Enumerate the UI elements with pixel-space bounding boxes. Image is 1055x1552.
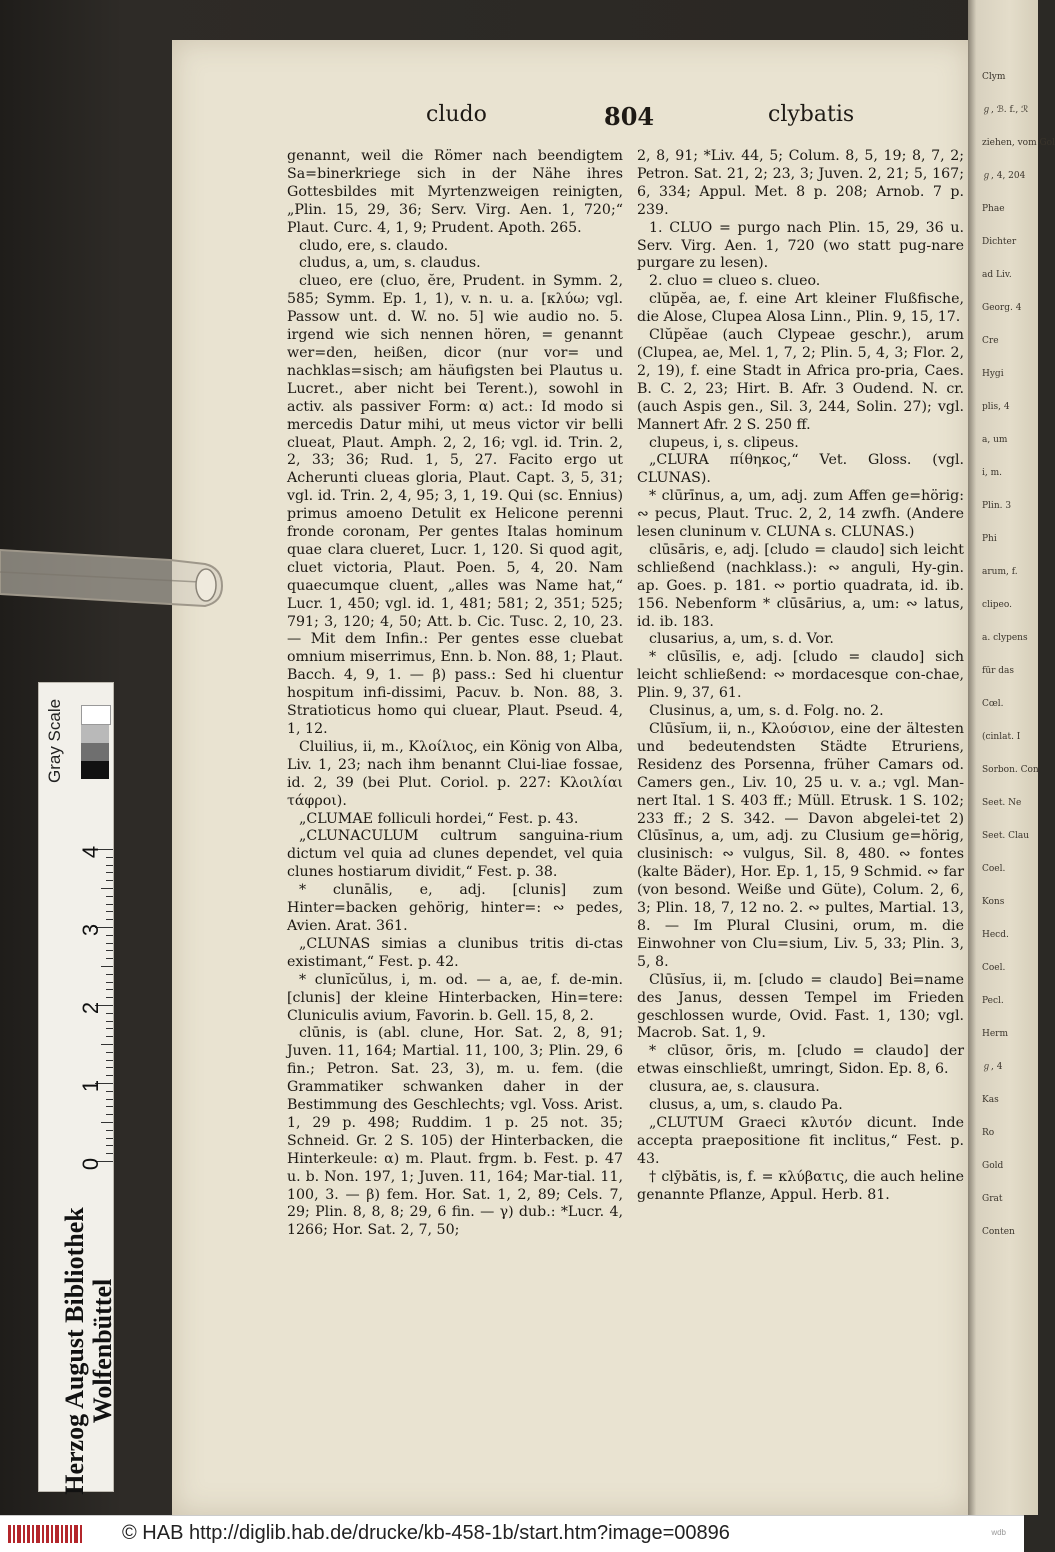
- ruler-tick: [101, 1122, 113, 1123]
- dictionary-entry: Clŭpĕae (auch Clypeae geschr.), arum (Clupea, ae, Mel. 1, 7, 2; Plin. 5, 4, 3; Flor. 2, 2, 19), f. eine Stadt in Africa pro-pria, Caes. B. C. 2, 23; Hirt. B. Afr. 3 Oudend. N. cr. (auch Aspis gen., Sil. 3, 244, Solin. 27); vgl. Mannert Afr. 2 S. 250 ff.: [637, 327, 964, 433]
- right-column: [637, 148, 964, 1204]
- ruler-tick: [101, 966, 113, 967]
- ruler-tick: [106, 989, 113, 990]
- dictionary-entry: clūnis, is (abl. clune, Hor. Sat. 2, 8, 91; Juven. 11, 164; Martial. 11, 100, 3; Plin. 29, 6 fin.; Petron. Sat. 23, 3), m. u. fem. (die Grammatiker schwanken daher in der Bestimmung des Geschlechts; vgl. Voss. Arist. 1, 29 p. 498; Ruddim. 1 p. 25 not. 35; Schneid. Gr. 2 S. 105) der Hinterbacken, die Hinterkeule: α) m. Plaut. frgm. b. Fest. p. 47 u. b. Non. 197, 1; Juven. 11, 164; Mar-tial. 11, 100, 3. — β) fem. Hor. Sat. 1, 2, 89; Cels. 7, 29; Plin. 8, 8, 8; 29, 6 fin. — γ) dub.: *Lucr. 4, 1266; Hor. Sat. 2, 7, 50;: [287, 1025, 623, 1239]
- dictionary-entry: * clunĭcŭlus, i, m. od. — a, ae, f. de-min. [clunis] der kleine Hinterbacken, Hin=tere: Cluniculis avium, Favorin. b. Gell. 15, 8, 2.: [287, 971, 623, 1024]
- adjacent-page-fragment: Kons: [982, 897, 1005, 907]
- dictionary-entry: Clusinus, a, um, s. d. Folg. no. 2.: [649, 703, 884, 720]
- adjacent-page-fragment: Coel.: [982, 963, 1006, 973]
- ruler-tick: [106, 904, 113, 905]
- dictionary-entry: * clūrīnus, a, um, adj. zum Affen ge=hörig: ∾ pecus, Plaut. Truc. 2, 2, 14 zwfh. (Andere lesen cluninum v. CLUNA s. CLUNAS.): [637, 488, 964, 541]
- ruler-tick: [106, 1091, 113, 1092]
- ruler-tick: [106, 865, 113, 866]
- dictionary-entry: clūsāris, e, adj. [cludo = claudo] sich leicht schließend (nachklass.): ∾ anguli, Hy-gin. ap. Goes. p. 181. ∾ portio quadrata, id. ib. 156. Nebenform * clūsārius, a, um: ∾ latus, id. ib. 183.: [637, 541, 964, 630]
- adjacent-page-fragment: ad Liv.: [982, 270, 1012, 280]
- adjacent-page-fragment: Hygi: [982, 369, 1004, 379]
- dictionary-entry: clusarius, a, um, s. d. Vor.: [649, 631, 834, 648]
- dictionary-entry: * clūsor, ōris, m. [cludo = claudo] der etwas einschließt, umringt, Sidon. Ep. 8, 6.: [637, 1043, 964, 1078]
- ruler-tick: [106, 857, 113, 858]
- adjacent-page-fragment: ℊ, ℬ. f., ℛ: [982, 105, 1029, 115]
- ruler-tick: [106, 974, 113, 975]
- dictionary-entry: „CLUNAS simias a clunibus tritis di-ctas existimant,“ Fest. p. 42.: [287, 935, 623, 970]
- adjacent-page-fragment: ℊ, 4, 204: [982, 171, 1026, 181]
- adjacent-page-fragment: a. clypens: [982, 633, 1028, 643]
- dictionary-entry: Cluilius, ii, m., Κλοίλιος, ein König von Alba, Liv. 1, 23; nach ihm benannt Clui-liae fossae, id. 2, 39 (bei Plut. Coriol. p. 227: Κλοιλίαι τάφροι).: [287, 738, 623, 809]
- adjacent-page-fragment: Conten: [982, 1227, 1015, 1237]
- ruler-tick: [106, 1114, 113, 1115]
- dictionary-entry: clusura, ae, s. clausura.: [649, 1079, 820, 1096]
- dictionary-entry: clueo, ere (cluo, ĕre, Prudent. in Symm. 2, 585; Symm. Ep. 1, 1), v. n. u. a. [κλύω; vgl. Passow unt. d. W. no. 5] wie audio no. 5. irgend wie sich nennen hören, = genannt wer=den, heißen, dicor (nur vor= und nachklas=sisch; am häufigsten bei Plautus u. Lucret., aber nicht bei Terent.), sowohl in activ. als passiver Form: α) act.: Id modo si mercedis Datur mihi, ut meus victor vir belli clueat, Plaut. Amph. 2, 2, 16; vgl. id. Trin. 2, 2, 33; 36; Rud. 1, 5, 27. Facito ergo ut Acherunti clueas gloria, Plaut. Capt. 3, 5, 31; vgl. id. Trin. 2, 4, 95; 3, 1, 19. Qui (sc. Ennius) primus amoeno Detulit ex Helicone perenni fronde coronam, Per gentes Italas hominum quae clara clueret, Lucr. 1, 120. Si quod agit, cluet victoria, Plaut. Poen. 5, 4, 20. Nam quaecumque cluent, „alles was Name hat,“ Lucr. 1, 450; vgl. id. 1, 481; 581; 2, 351; 525; 791; 3, 120; 4, 50; Att. b. Cic. Tusc. 2, 10, 23. — Mit dem Infin.: Per gentes esse cluebat omnium miserrimus, Enn. b. Non. 88, 1; Plaut. Bacch. 4, 9, 1. — β) pass.: Sed hi cluentur hospitum infi-dissimi, Pacuv. b. Non. 88, 3. Stratioticus homo qui cluear, Plaut. Pseud. 4, 1, 12.: [287, 273, 623, 737]
- ruler-tick: [106, 1138, 113, 1139]
- adjacent-page-fragment: Hecd.: [982, 930, 1009, 940]
- adjacent-page-fragment: Dichter: [982, 237, 1017, 247]
- dictionary-entry: Clūsĭum, ii, n., Κλούσιον, eine der ältesten und bedeutendsten Städte Etruriens, Residenz des Porsenna, früher Camars od. Camers gen., Liv. 10, 25 u. v. a.; vgl. Man-nert Ital. 1 S. 403 ff.; Müll. Etrusk. 1 S. 102; 233 ff.; 2 S. 342. — Davon abgelei-tet 2) Clūsīnus, a, um, adj. zu Clusium ge=hörig, clusinisch: ∾ vulgus, Sil. 8, 480. ∾ fontes (kalte Bäder), Hor. Ep. 1, 15, 9 Schmid. ∾ far (von besond. Weiße und Güte), Colum. 2, 6, 3; Plin. 18, 7, 12 no. 2. ∾ pultes, Martial. 13, 8. — Im Plural Clusini, orum, m. die Einwohner von Clu=sium, Liv. 5, 33; Plin. 3, 5, 8.: [637, 721, 964, 970]
- adjacent-page-fragment: Georg. 4: [982, 303, 1022, 313]
- ruler-tick: [106, 911, 113, 912]
- adjacent-page-fragment: Seet. Clau: [982, 831, 1030, 841]
- dictionary-entry: genannt, weil die Römer nach beendigtem Sa=binerkriege sich in der Nähe ihres Gottesbildes mit Myrtenzweigen reinigten, „Plin. 15, 29, 36; Serv. Virg. Aen. 1, 720;“ Plaut. Curc. 4, 1, 9; Prudent. Apoth. 265.: [287, 148, 623, 236]
- color-ruler: [38, 682, 117, 1495]
- ruler-tick: [106, 1075, 113, 1076]
- dictionary-entry: * clunālis, e, adj. [clunis] zum Hinter=backen gehörig, hinter=: ∾ pedes, Avien. Arat. 361.: [287, 882, 623, 934]
- ruler-tick: [106, 1052, 113, 1053]
- ruler-number: 3: [78, 923, 104, 937]
- adjacent-page-fragment: Seet. Ne: [982, 798, 1022, 808]
- ruler-number: 4: [78, 845, 104, 859]
- running-head-left: cludo: [426, 102, 487, 127]
- library-city: Wolfenbüttel: [88, 1278, 117, 1424]
- ruler-tick: [106, 935, 113, 936]
- footer-mark: wdb: [991, 1528, 1006, 1537]
- dictionary-entry: 1. CLUO = purgo nach Plin. 15, 29, 36 u. Serv. Virg. Aen. 1, 720 (wo statt pug-nare purgare zu lesen).: [637, 219, 964, 272]
- ruler-tick: [106, 919, 113, 920]
- dictionary-entry: „CLURA πίθηκος,“ Vet. Gloss. (vgl. CLUNAS).: [637, 452, 964, 487]
- adjacent-page-fragment: arum, f.: [982, 567, 1018, 577]
- ruler-tick: [106, 1028, 113, 1029]
- dictionary-entry: 2. cluo = clueo s. clueo.: [649, 273, 821, 290]
- ruler-tick: [106, 950, 113, 951]
- running-head: [172, 102, 970, 138]
- dictionary-entry: 2, 8, 91; *Liv. 44, 5; Colum. 8, 5, 19; 8, 7, 2; Petron. Sat. 21, 2; 23, 3; Juven. 2, 21; 5, 167; 6, 334; Appul. Met. 8 p. 208; Arnob. 7 p. 239.: [637, 148, 964, 218]
- adjacent-page-fragment: Clym: [982, 72, 1006, 82]
- ruler-tick: [106, 1130, 113, 1131]
- dictionary-entry: „CLUTUM Graeci κλυτόν dicunt. Inde accepta praepositione fit inclitus,“ Fest. p. 43.: [637, 1114, 964, 1167]
- library-name: Herzog August Bibliothek: [60, 1207, 89, 1495]
- ruler-tick: [101, 888, 113, 889]
- adjacent-page-fragment: plis, 4: [982, 402, 1010, 412]
- ruler-tick: [106, 1099, 113, 1100]
- adjacent-page-fragment: Plin. 3: [982, 501, 1012, 511]
- adjacent-page-fragment: Grat: [982, 1194, 1003, 1204]
- ruler-tick: [106, 982, 113, 983]
- ruler-tick: [106, 1067, 113, 1068]
- dictionary-entry: „CLUNACULUM cultrum sanguina-rium dictum vel quia ad clunes dependet, vel quia clunes hostiarum dividit,“ Fest. p. 38.: [287, 828, 623, 881]
- ruler-tick: [106, 1145, 113, 1146]
- adjacent-page-fragment: (cinlat. I: [982, 732, 1021, 742]
- adjacent-page-fragment: Coel.: [982, 864, 1006, 874]
- adjacent-page-fragment: a, um: [982, 435, 1008, 445]
- ruler-tick: [106, 1021, 113, 1022]
- dictionary-entry: cludo, ere, s. claudo.: [299, 237, 449, 254]
- hab-barcode-icon: [6, 1523, 86, 1545]
- dictionary-entry: „CLUMAE folliculi hordei,“ Fest. p. 43.: [299, 810, 579, 827]
- dictionary-entry: clusus, a, um, s. claudo Pa.: [649, 1097, 843, 1114]
- copyright-url-link[interactable]: © HAB http://diglib.hab.de/drucke/kb-458-1b/start.htm?image=00896: [122, 1522, 730, 1544]
- adjacent-page-fragment: ℊ, 4: [982, 1062, 1003, 1072]
- adjacent-page-edge: [968, 0, 1055, 1515]
- gray-scale-label: Gray Scale: [45, 698, 64, 783]
- ruler-tick: [106, 880, 113, 881]
- adjacent-page-fragment: Cre: [982, 336, 999, 346]
- adjacent-page-fragment: Phi: [982, 534, 997, 544]
- adjacent-page-fragment: Phae: [982, 204, 1005, 214]
- adjacent-page-fragment: Gold: [982, 1161, 1004, 1171]
- adjacent-page-fragment: Herm: [982, 1029, 1009, 1039]
- running-head-right: clybatis: [768, 102, 855, 127]
- dictionary-entry: Clūsĭus, ii, m. [cludo = claudo] Bei=name des Janus, dessen Tempel im Frieden geschlossen wurde, Ovid. Fast. 1, 130; vgl. Macrob. Sat. 1, 9.: [637, 971, 964, 1042]
- gray-scale-patches: [81, 705, 109, 777]
- adjacent-page-fragment: ziehen, vom Gol: [982, 138, 1055, 148]
- dictionary-entry: cludus, a, um, s. claudus.: [299, 255, 481, 272]
- footer-bar: [0, 1515, 1024, 1552]
- adjacent-page-fragment: für das: [982, 666, 1015, 676]
- adjacent-page-fragment: Sorbon. Con: [982, 765, 1039, 775]
- adjacent-page-fragment: Ro: [982, 1128, 995, 1138]
- ruler-tick: [106, 997, 113, 998]
- ruler-tick: [106, 1036, 113, 1037]
- dictionary-entry: * clūsĭlis, e, adj. [cludo = claudo] sich leicht schließend: ∾ mordacesque con-chae, Plin. 9, 37, 61.: [637, 649, 964, 702]
- page-clip: [0, 520, 232, 616]
- ruler-tick: [106, 958, 113, 959]
- dictionary-entry: clŭpĕa, ae, f. eine Art kleiner Flußfische, die Alose, Clupea Alosa Linn., Plin. 9, 15, 17.: [637, 291, 964, 326]
- adjacent-page-fragment: Kas: [982, 1095, 999, 1105]
- dictionary-entry: clupeus, i, s. clipeus.: [649, 434, 799, 451]
- ruler-tick: [106, 1013, 113, 1014]
- adjacent-page-fragment: clipeo.: [982, 600, 1013, 610]
- adjacent-page-fragment: Pecl.: [982, 996, 1004, 1006]
- ruler-tick: [106, 1106, 113, 1107]
- ruler-number: 1: [78, 1079, 104, 1093]
- ruler-tick: [101, 1044, 113, 1045]
- adjacent-page-fragment: Cœl.: [982, 699, 1004, 709]
- ruler-number: 2: [78, 1001, 104, 1015]
- left-column: [287, 148, 623, 1240]
- library-label: [61, 1201, 117, 1501]
- dictionary-entry: † clȳbătis, is, f. = κλύβατις, die auch heline genannte Pflanze, Appul. Herb. 81.: [637, 1168, 964, 1203]
- adjacent-page-fragment: i, m.: [982, 468, 1002, 478]
- ruler-tick: [106, 896, 113, 897]
- ruler-tick: [106, 1060, 113, 1061]
- ruler-number: 0: [78, 1157, 104, 1171]
- ruler-tick: [106, 1153, 113, 1154]
- ruler-tick: [106, 943, 113, 944]
- ruler-tick: [106, 872, 113, 873]
- page-number: 804: [604, 102, 655, 131]
